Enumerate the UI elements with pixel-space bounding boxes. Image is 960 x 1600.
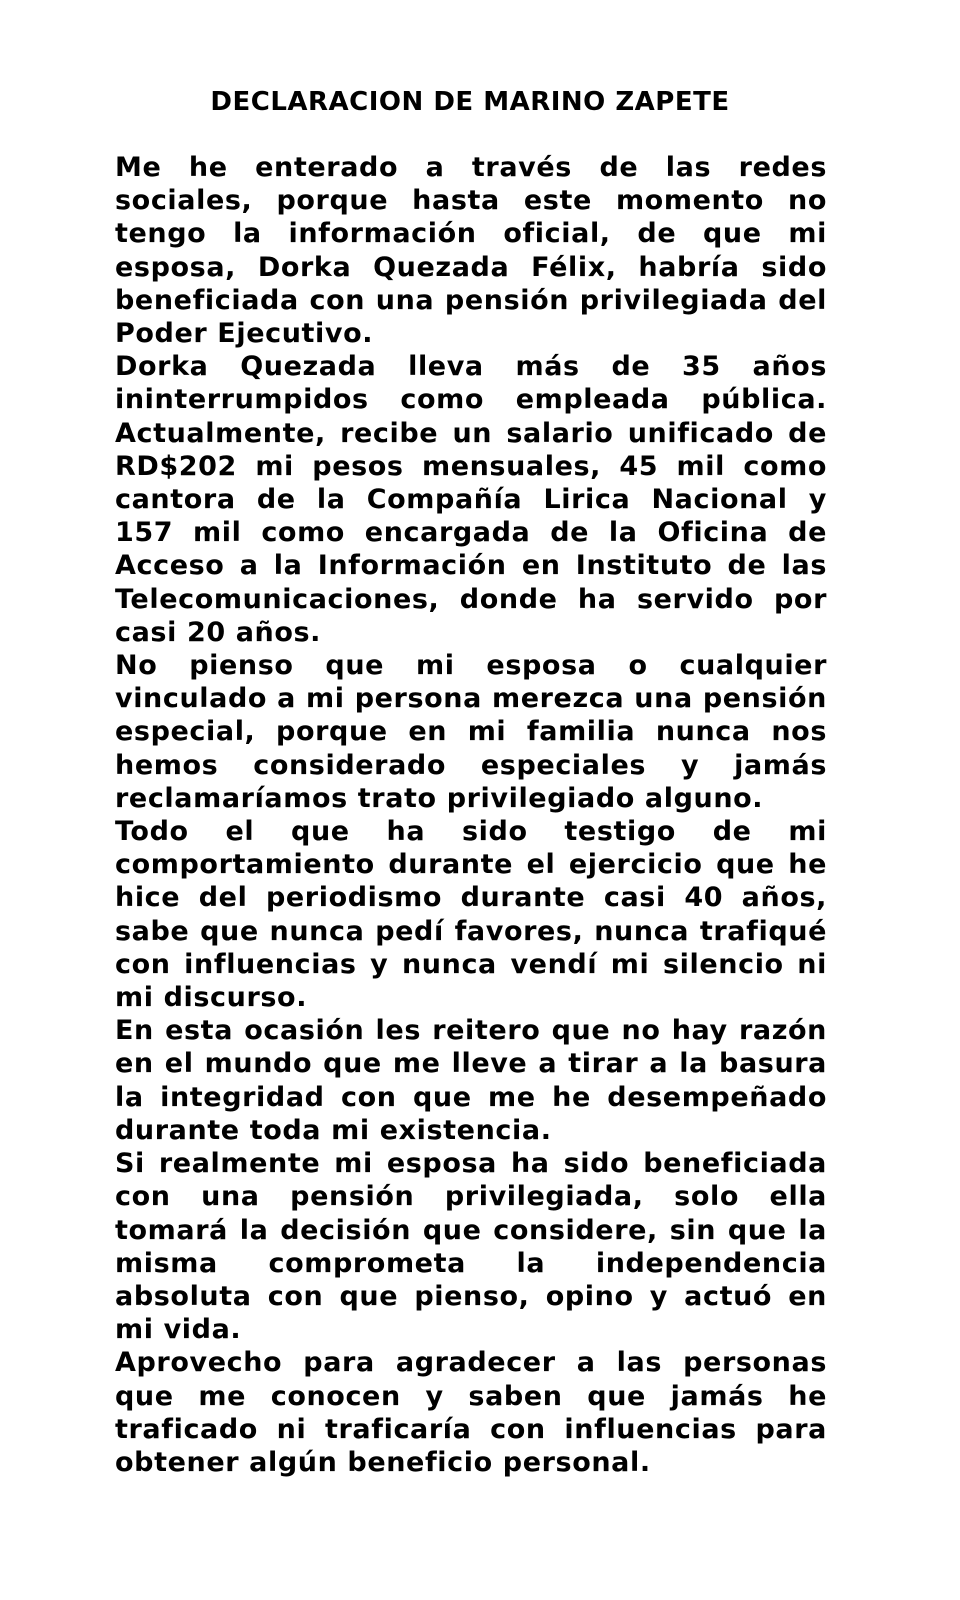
paragraph: Aprovecho para agradecer a las personas que me conocen y saben que jamás he traficado ni traficaría con influencias para obtener algún beneficio personal. bbox=[115, 1347, 827, 1478]
paragraph: Me he enterado a través de las redes sociales, porque hasta este momento no tengo la información oficial, de que mi esposa, Dorka Quezada Félix, habría sido beneficiada con una pensión privilegiada del Poder Ejecutivo. bbox=[115, 152, 827, 350]
paragraph: Todo el que ha sido testigo de mi comportamiento durante el ejercicio que he hice del periodismo durante casi 40 años, sabe que nunca pedí favores, nunca trafiqué con influencias y nunca vendí mi silencio ni mi discurso. bbox=[115, 816, 827, 1014]
paragraph: Si realmente mi esposa ha sido beneficiada con una pensión privilegiada, solo ella tomará la decisión que considere, sin que la misma comprometa la independencia absoluta con que pienso, opino y actuó en mi vida. bbox=[115, 1148, 827, 1346]
paragraph: Dorka Quezada lleva más de 35 años ininterrumpidos como empleada pública. Actualmente, recibe un salario unificado de RD$202 mi pesos mensuales, 45 mil como cantora de la Compañía Lirica Nacional y 157 mil como encargada de la Oficina de Acceso a la Información en Instituto de las Telecomunicaciones, donde ha servido por casi 20 años. bbox=[115, 351, 827, 648]
document-title: DECLARACION DE MARINO ZAPETE bbox=[210, 87, 730, 117]
paragraph: No pienso que mi esposa o cualquier vinculado a mi persona merezca una pensión especial, porque en mi familia nunca nos hemos considerado especiales y jamás reclamaríamos trato privilegiado alguno. bbox=[115, 650, 827, 814]
document-body bbox=[115, 151, 827, 1479]
paragraph: En esta ocasión les reitero que no hay razón en el mundo que me lleve a tirar a la basura la integridad con que me he desempeñado durante toda mi existencia. bbox=[115, 1015, 827, 1146]
